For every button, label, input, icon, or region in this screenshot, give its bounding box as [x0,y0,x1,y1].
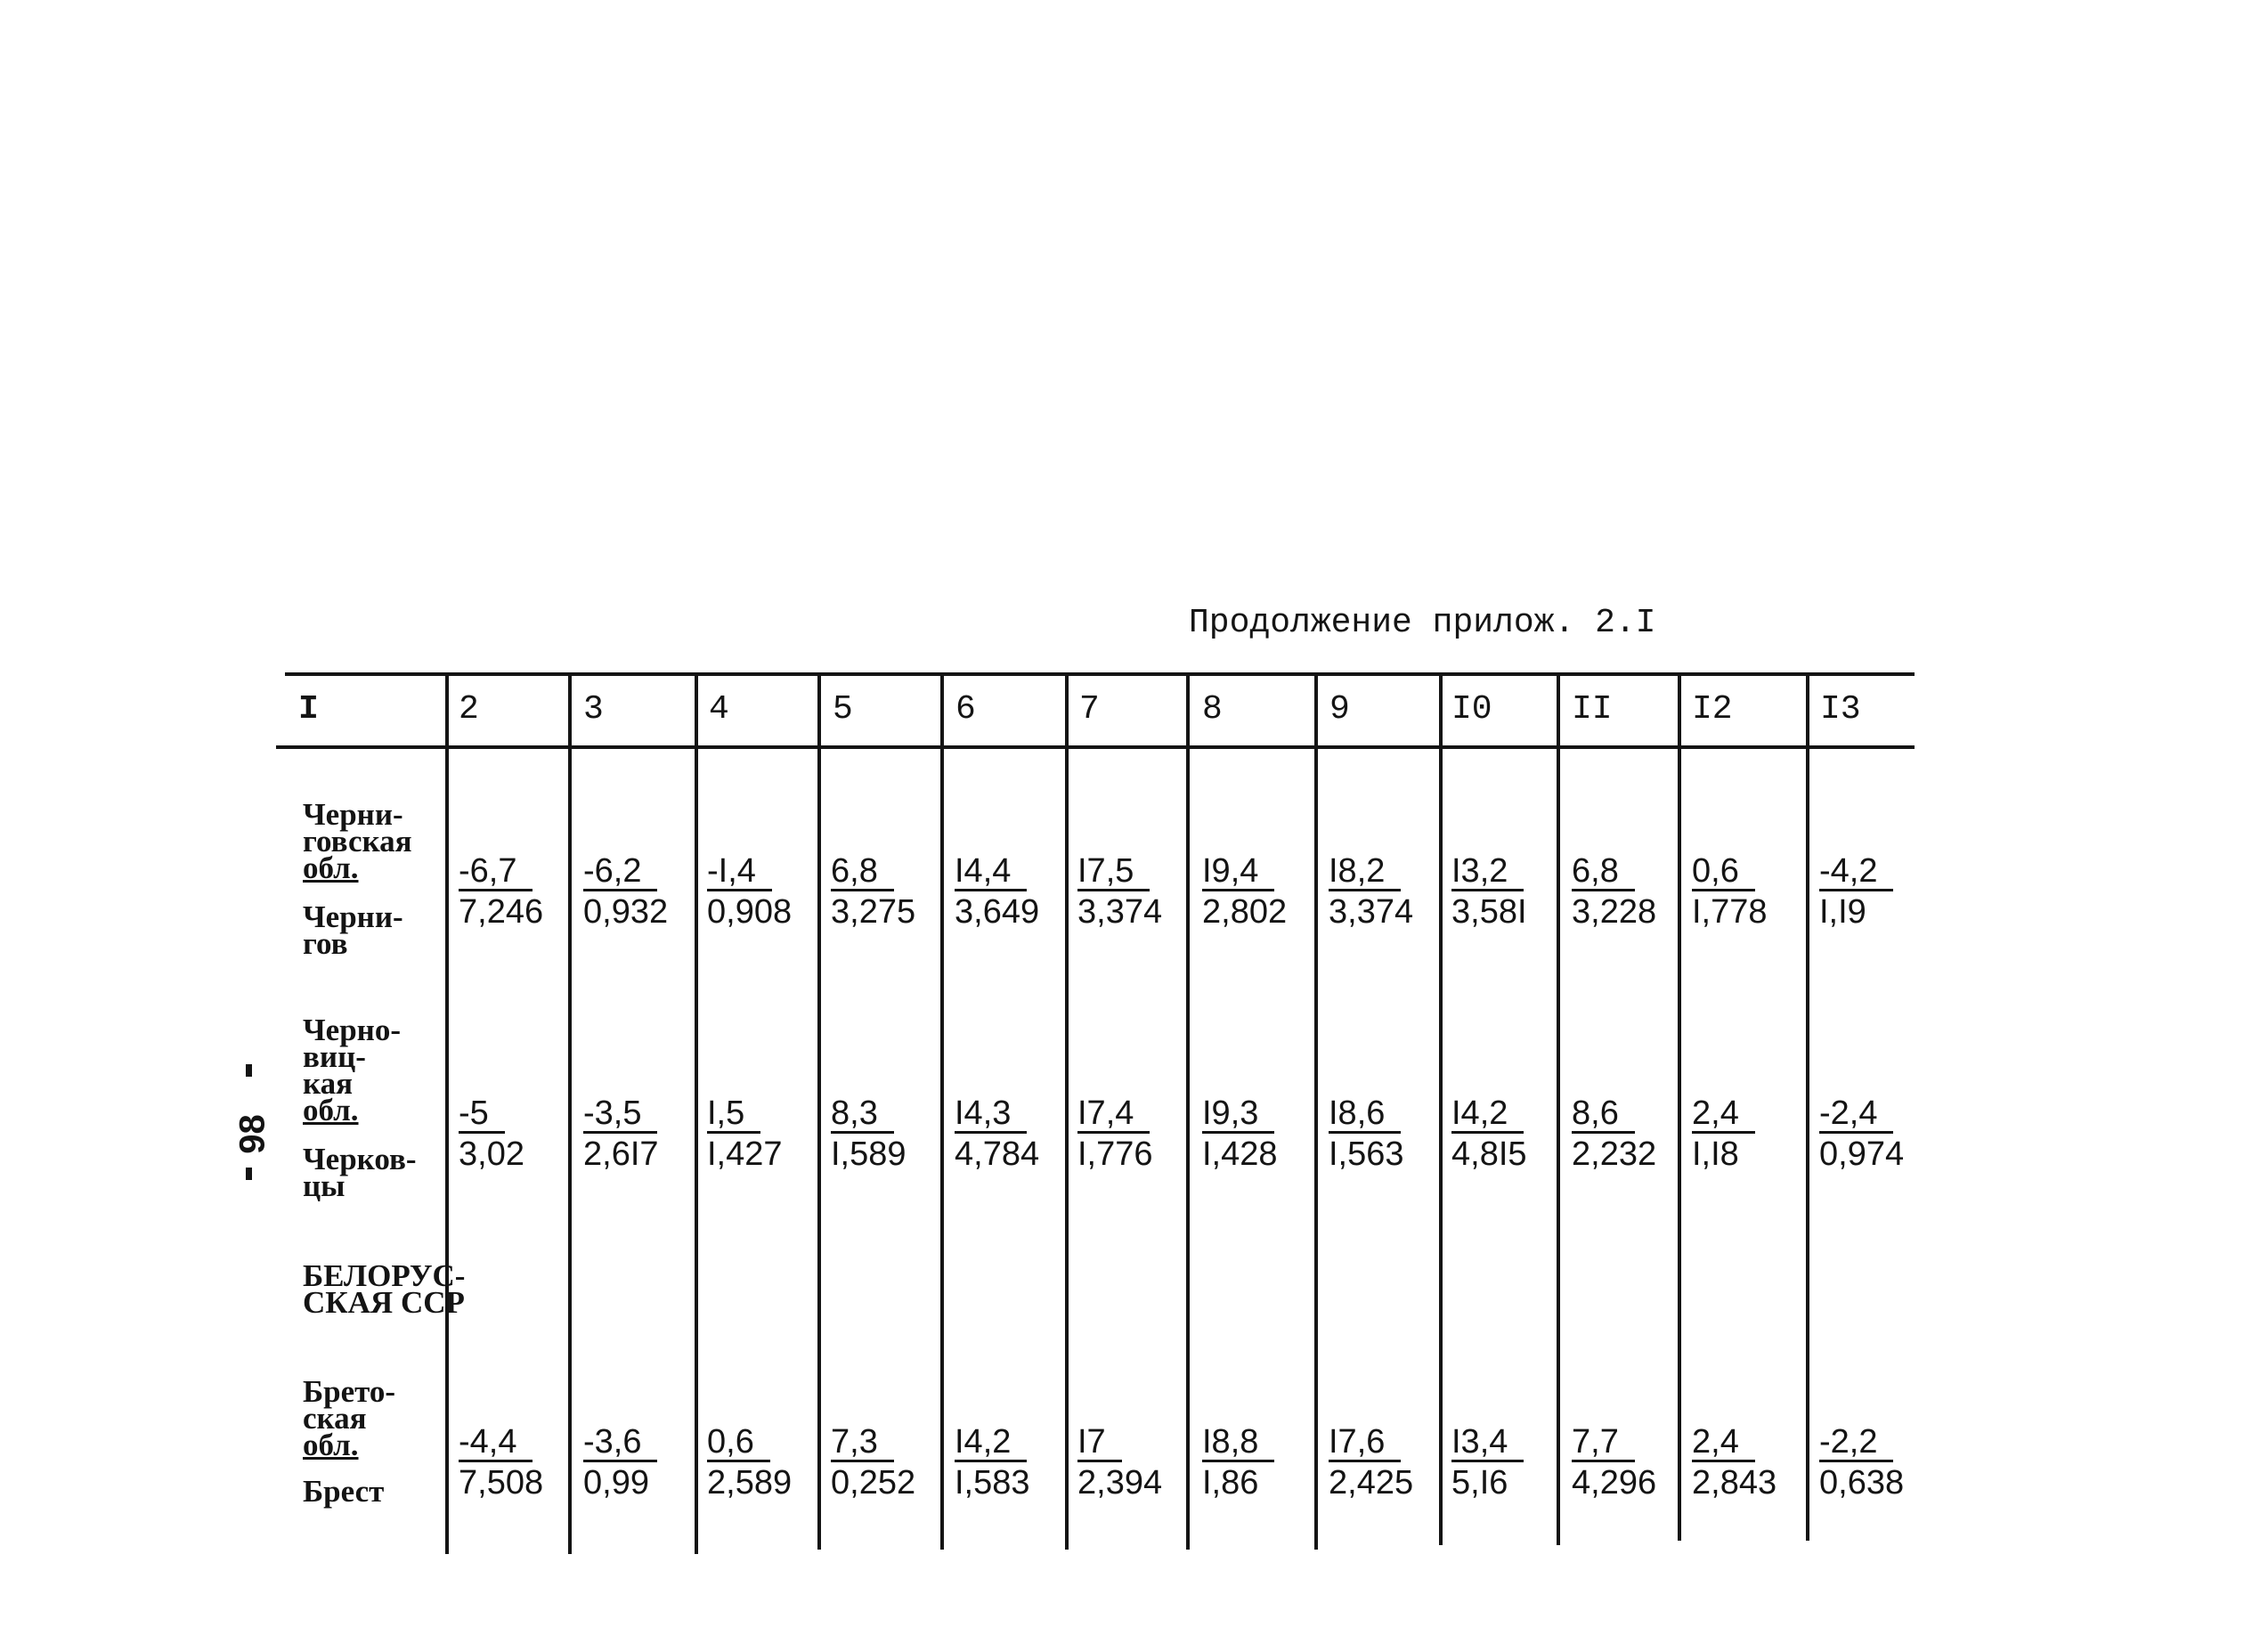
header-col-2: 2 [459,690,479,728]
cell-top-value: I4,2 [1451,1095,1524,1134]
table-cell [831,1423,915,1503]
row-label-bottom: Брест [303,1474,385,1509]
page-number-dot-bottom [246,1168,252,1180]
column-divider [695,672,698,1554]
column-divider [940,672,944,1550]
cell-top-value: -2,4 [1819,1095,1893,1134]
page-number-text: 98 [232,1114,272,1154]
cell-top-value: I,5 [707,1095,760,1134]
cell-top-value: 0,6 [1692,853,1755,891]
cell-bottom-value: I,563 [1329,1135,1404,1173]
cell-bottom-value: I,778 [1692,893,1768,931]
cell-top-value: -6,7 [459,853,533,891]
cell-top-value: 2,4 [1692,1095,1755,1134]
table-cell [707,852,792,932]
cell-bottom-value: 4,784 [955,1135,1040,1173]
table-cell [707,1423,792,1503]
cell-bottom-value: 2,843 [1692,1464,1777,1501]
cell-top-value: 0,6 [707,1424,770,1462]
cell-bottom-value: I,I9 [1819,893,1866,931]
cell-top-value: -2,2 [1819,1424,1893,1462]
cell-bottom-value: 0,638 [1819,1464,1905,1501]
page-number [232,1064,272,1180]
column-divider [1186,672,1190,1550]
column-divider [1065,672,1069,1550]
cell-bottom-value: 0,974 [1819,1135,1905,1173]
cell-top-value: 8,6 [1572,1095,1635,1134]
section-label: БЕЛОРУС- СКАЯ ССР [303,1258,466,1320]
table-cell [1202,1423,1274,1503]
cell-top-value: 6,8 [831,853,894,891]
page-number-dot-top [246,1064,252,1077]
header-col-13: I3 [1820,690,1861,728]
cell-top-value: -I,4 [707,853,772,891]
row-label-top: Черно- виц- кая обл. [303,1013,402,1127]
data-table [276,672,1923,1563]
header-col-5: 5 [833,690,853,728]
cell-top-value: -3,5 [583,1095,657,1134]
cell-bottom-value: 4,8I5 [1451,1135,1527,1173]
table-cell [1819,1423,1904,1503]
column-divider [1314,672,1318,1550]
cell-top-value: I4,3 [955,1095,1027,1134]
cell-top-value: I9,3 [1202,1095,1274,1134]
table-cell [1077,1423,1162,1503]
table-cell [1572,1423,1656,1503]
cell-bottom-value: 0,908 [707,893,793,931]
cell-bottom-value: 2,802 [1202,893,1288,931]
header-col-8: 8 [1202,690,1223,728]
cell-bottom-value: 3,374 [1077,893,1163,931]
table-cell [831,1095,907,1175]
cell-top-value: 7,7 [1572,1424,1635,1462]
column-divider [1439,672,1443,1545]
header-col-3: 3 [583,690,604,728]
cell-top-value: I8,6 [1329,1095,1401,1134]
table-cell [831,852,915,932]
table-cell [955,1095,1039,1175]
cell-top-value: I4,4 [955,853,1027,891]
table-cell [1692,852,1768,932]
cell-bottom-value: I,583 [955,1464,1030,1501]
cell-top-value: I8,2 [1329,853,1401,891]
header-col-11: II [1572,690,1613,728]
table-cell [955,1423,1030,1503]
cell-top-value: 2,4 [1692,1424,1755,1462]
cell-top-value: I3,4 [1451,1424,1524,1462]
cell-top-value: I3,2 [1451,853,1524,891]
cell-bottom-value: 3,374 [1329,893,1414,931]
table-cell [459,1423,543,1503]
cell-bottom-value: 5,I6 [1451,1464,1508,1501]
cell-bottom-value: 0,99 [583,1464,649,1501]
table-cell [1451,1423,1524,1503]
row-label-bottom: Черни- гов [303,899,403,961]
header-col-10: I0 [1451,690,1492,728]
header-col-1: I [298,690,319,728]
row-label-top: Черни- говская обл. [303,797,412,885]
table-cell [1202,1095,1278,1175]
table-cell [583,1095,659,1175]
table-top-rule [285,672,1915,676]
cell-bottom-value: I,86 [1202,1464,1259,1501]
cell-bottom-value: I,589 [831,1135,907,1173]
table-cell [1077,1095,1153,1175]
header-col-6: 6 [955,690,976,728]
table-cell [1202,852,1287,932]
table-cell [1451,852,1527,932]
cell-bottom-value: 7,508 [459,1464,544,1501]
table-cell [1692,1423,1776,1503]
cell-top-value: I8,8 [1202,1424,1274,1462]
table-cell [707,1095,783,1175]
cell-bottom-value: 3,275 [831,893,916,931]
table-cell [583,852,668,932]
table-cell [1451,1095,1527,1175]
table-cell [1692,1095,1755,1175]
column-divider [817,672,821,1550]
cell-top-value: -3,6 [583,1424,657,1462]
cell-top-value: 8,3 [831,1095,894,1134]
cell-top-value: I7,4 [1077,1095,1150,1134]
column-divider [1678,672,1681,1541]
cell-bottom-value: 3,649 [955,893,1040,931]
cell-bottom-value: 0,252 [831,1464,916,1501]
table-cell [1329,1095,1404,1175]
cell-bottom-value: 2,425 [1329,1464,1414,1501]
cell-bottom-value: 0,932 [583,893,669,931]
table-cell [459,852,543,932]
cell-top-value: 6,8 [1572,853,1635,891]
column-divider [1557,672,1560,1545]
table-cell [955,852,1039,932]
table-cell [1077,852,1162,932]
cell-bottom-value: 2,232 [1572,1135,1657,1173]
cell-bottom-value: 2,6I7 [583,1135,659,1173]
cell-bottom-value: 3,228 [1572,893,1657,931]
cell-top-value: I7,5 [1077,853,1150,891]
cell-top-value: I9,4 [1202,853,1274,891]
table-cell [1572,1095,1656,1175]
table-cell [1329,1423,1413,1503]
cell-top-value: 7,3 [831,1424,894,1462]
cell-top-value: -5 [459,1095,505,1134]
cell-bottom-value: 7,246 [459,893,544,931]
table-cell [1572,852,1656,932]
cell-bottom-value: 2,589 [707,1464,793,1501]
cell-bottom-value: I,776 [1077,1135,1153,1173]
cell-bottom-value: 4,296 [1572,1464,1657,1501]
table-cell [1329,852,1413,932]
cell-bottom-value: 3,58I [1451,893,1527,931]
cell-top-value: -4,4 [459,1424,533,1462]
cell-bottom-value: 2,394 [1077,1464,1163,1501]
row-label-bottom: Черков- цы [303,1142,417,1203]
cell-bottom-value: 3,02 [459,1135,524,1173]
cell-top-value: -6,2 [583,853,657,891]
cell-bottom-value: I,I8 [1692,1135,1739,1173]
table-cell [1819,852,1893,932]
column-divider [1806,672,1809,1541]
cell-top-value: -4,2 [1819,853,1893,891]
cell-top-value: I4,2 [955,1424,1027,1462]
header-col-9: 9 [1329,690,1350,728]
cell-bottom-value: I,427 [707,1135,783,1173]
cell-top-value: I7 [1077,1424,1122,1462]
header-col-7: 7 [1079,690,1100,728]
cell-bottom-value: I,428 [1202,1135,1278,1173]
column-divider [568,672,572,1554]
column-divider [445,672,449,1554]
row-label-top: Брето- ская обл. [303,1374,396,1462]
header-bottom-rule [276,745,1915,749]
table-cell [583,1423,657,1503]
table-caption: Продолжение прилож. 2.I [1189,604,1656,642]
table-cell [1819,1095,1904,1175]
table-cell [459,1095,524,1175]
header-col-4: 4 [709,690,729,728]
header-col-12: I2 [1692,690,1733,728]
cell-top-value: I7,6 [1329,1424,1401,1462]
